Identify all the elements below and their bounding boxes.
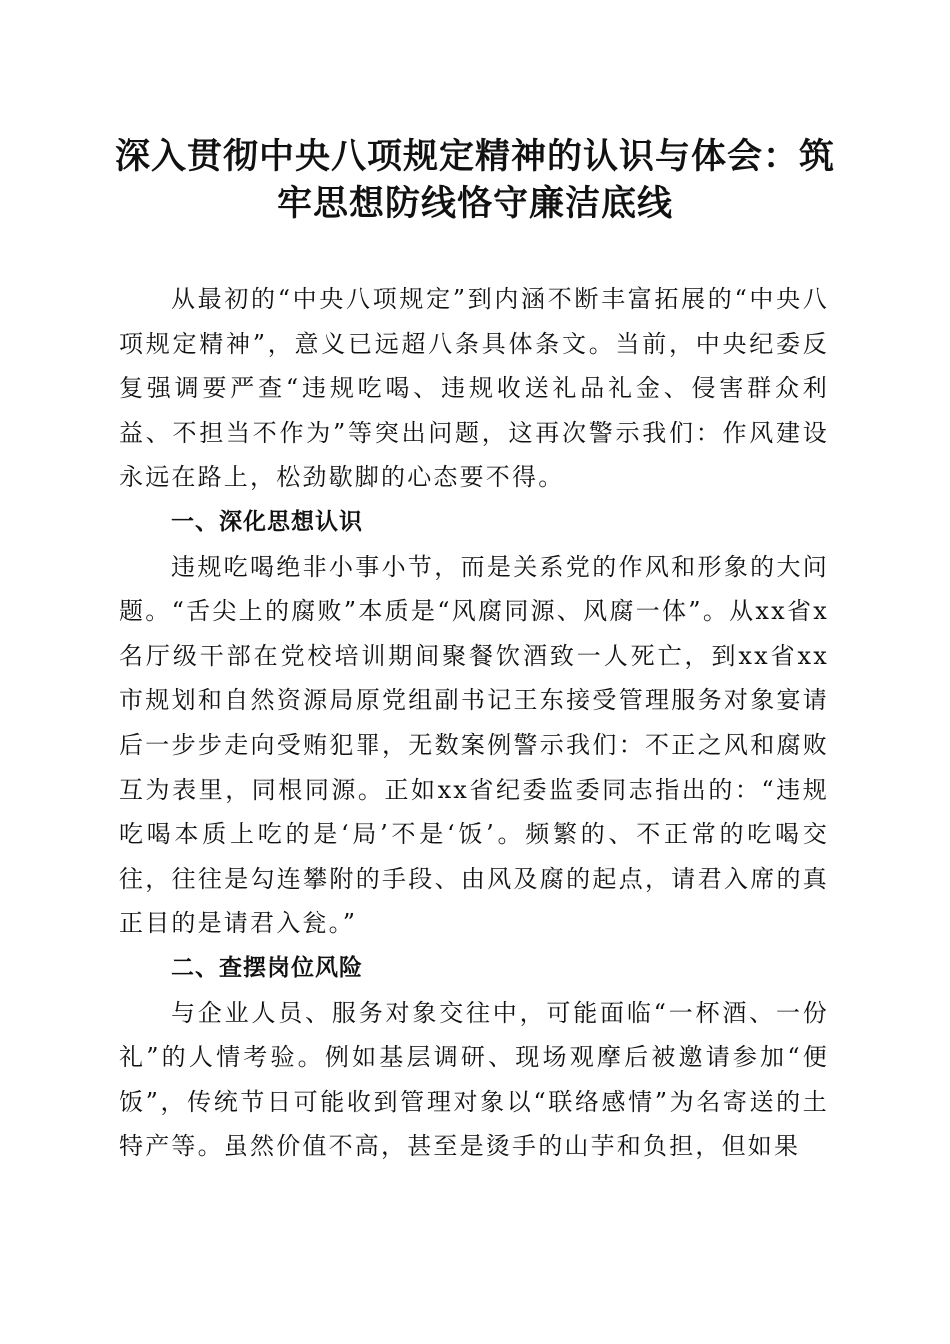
section-heading-1: 一、深化思想认识 (171, 508, 363, 535)
document-title: 深入贯彻中央八项规定精神的认识与体会：筑牢思想防线恪守廉洁底线 (114, 136, 835, 224)
section-2-paragraph: 与企业人员、服务对象交往中，可能面临“一杯酒、一份礼”的人情考验。例如基层调研、现场观摩后被邀请参加“便饭”，传统节日可能收到管理对象以“联络感情”为名寄送的土特产等。虽然价值不高，甚至是烫手的山芋和负担，但如果 (119, 998, 829, 1161)
intro-paragraph: 从最初的“中央八项规定”到内涵不断丰富拓展的“中央八项规定精神”，意义已远超八条具体条文。当前，中央纪委反复强调要严查“违规吃喝、违规收送礼品礼金、侵害群众利益、不担当不作为”等突出问题，这再次警示我们：作风建设永远在路上，松劲歇脚的心态要不得。 (119, 285, 829, 492)
document-body (119, 277, 829, 1169)
section-heading-2: 二、查摆岗位风险 (171, 954, 363, 981)
section-1-paragraph: 违规吃喝绝非小事小节，而是关系党的作风和形象的大问题。“舌尖上的腐败”本质是“风腐同源、风腐一体”。从xx省x名厅级干部在党校培训期间聚餐饮酒致一人死亡，到xx省xx市规划和自然资源局原党组副书记王东接受管理服务对象宴请后一步步走向受贿犯罪，无数案例警示我们：不正之风和腐败互为表里，同根同源。正如xx省纪委监委同志指出的：“违规吃喝本质上吃的是‘局’不是‘饭’。频繁的、不正常的吃喝交往，往往是勾连攀附的手段、由风及腐的起点，请君入席的真正目的是请君入瓮。” (119, 552, 829, 938)
